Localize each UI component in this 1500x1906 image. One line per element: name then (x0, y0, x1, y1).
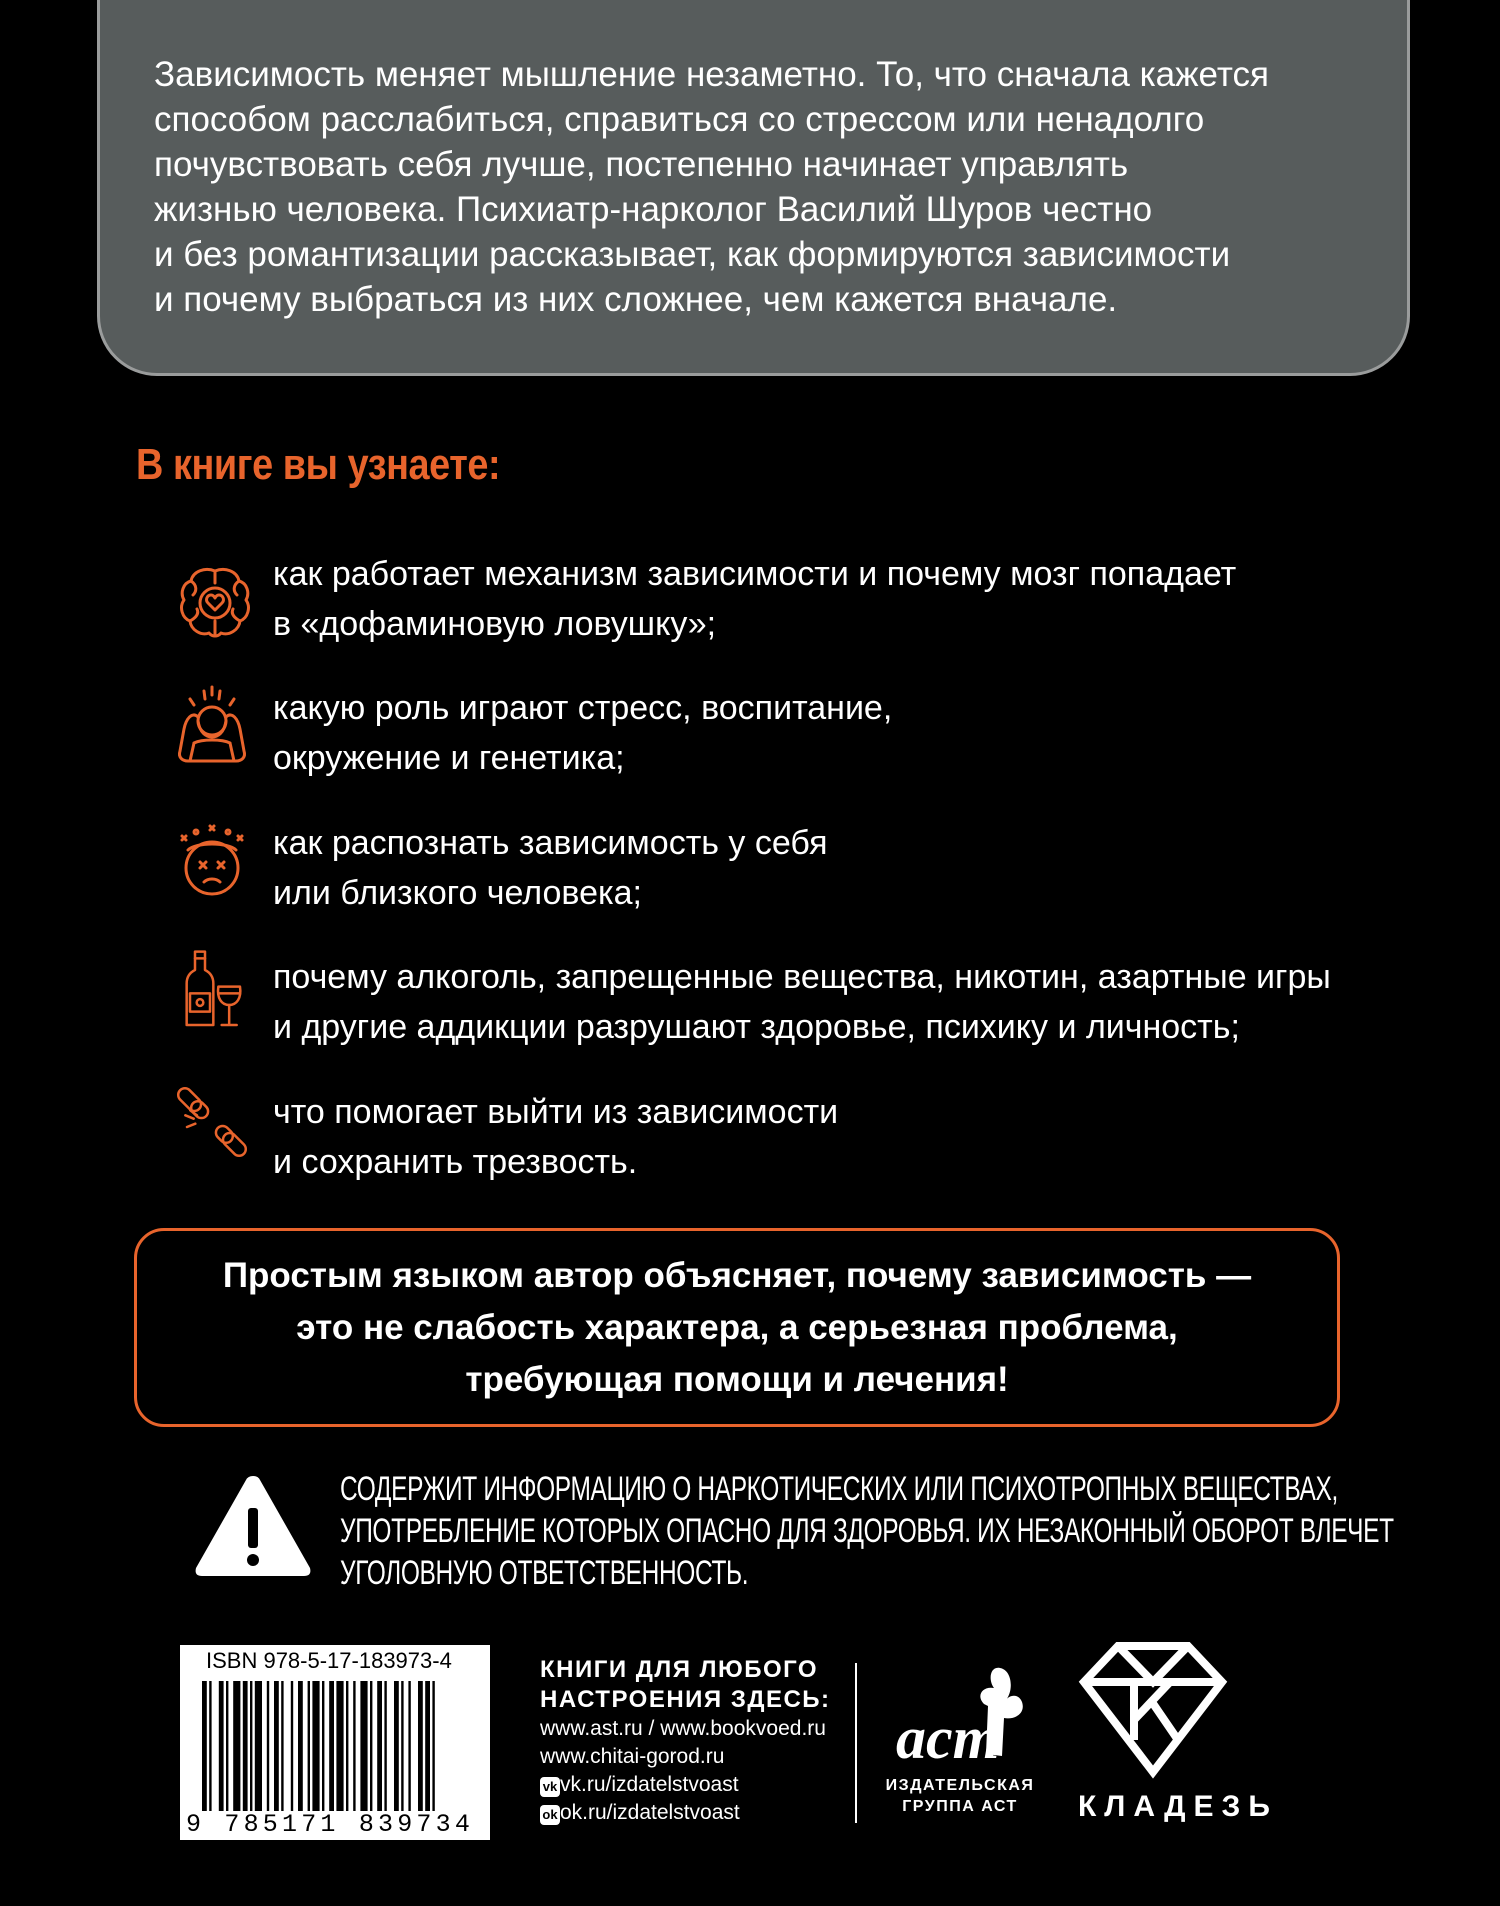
barcode-bar (377, 1681, 382, 1811)
dizzy-face-icon (172, 822, 252, 902)
barcode-bar (346, 1681, 348, 1811)
vk-icon: vk (540, 1777, 560, 1797)
brain-heart-icon (175, 563, 255, 643)
publisher-line: ГРУППА АСТ (902, 1798, 1018, 1815)
barcode-bar (425, 1681, 430, 1811)
barcode-bar (267, 1681, 269, 1811)
barcode-bar (250, 1681, 252, 1811)
ean-digits: 9 785171 839734 (186, 1810, 475, 1839)
callout-line: это не слабость характера, а серьезная проблема, (296, 1308, 1178, 1347)
list-item-line: какую роль играют стресс, воспитание, (273, 689, 893, 727)
warning-line: УГОЛОВНУЮ ОТВЕТСТВЕННОСТЬ. (340, 1554, 749, 1592)
list-item-line: что помогает выйти из зависимости (273, 1093, 839, 1131)
barcode-bar (360, 1681, 367, 1811)
barcode-bar (394, 1681, 399, 1811)
intro-line: способом расслабиться, справиться со стрессом или ненадолго (154, 100, 1205, 139)
intro-line: и почему выбраться из них сложнее, чем кажется вначале. (154, 280, 1118, 319)
list-item (273, 1087, 838, 1187)
warning-text (340, 1468, 1394, 1594)
list-item (273, 549, 1236, 649)
barcode-bar (401, 1681, 403, 1811)
barcode-bar (353, 1681, 355, 1811)
barcode-bar (274, 1681, 279, 1811)
vk-link[interactable] (540, 1771, 831, 1799)
list-item (273, 952, 1331, 1052)
barcode-bar (233, 1681, 240, 1811)
publisher-name (880, 1775, 1040, 1817)
warning-line: УПОТРЕБЛЕНИЕ КОТОРЫХ ОПАСНО ДЛЯ ЗДОРОВЬЯ. ИХ НЕЗАКОННЫЙ ОБОРОТ ВЛЕЧЕТ (340, 1512, 1394, 1550)
list-item-line: и другие аддикции разрушают здоровье, психику и личность; (273, 1008, 1240, 1046)
bottle-glass-icon (175, 950, 255, 1030)
ast-logo (890, 1660, 1040, 1770)
list-item-line: в «дофаминовую ловушку»; (273, 605, 717, 643)
warning-triangle-icon (190, 1470, 316, 1582)
barcode-bar (209, 1681, 211, 1811)
promo-sites[interactable]: www.ast.ru / www.bookvoed.ru (540, 1717, 826, 1740)
ok-link[interactable] (540, 1799, 831, 1827)
barcode-bar (308, 1681, 310, 1811)
promo-heading: НАСТРОЕНИЯ ЗДЕСЬ: (540, 1686, 831, 1713)
barcode-bar (370, 1681, 372, 1811)
barcode-bar (281, 1681, 283, 1811)
vk-link-text: vk.ru/izdatelstvoast (560, 1773, 739, 1796)
barcode-bar (226, 1681, 228, 1811)
intro-line: почувствовать себя лучше, постепенно начинает управлять (154, 145, 1129, 184)
list-item (273, 683, 892, 783)
callout-text (134, 1250, 1340, 1406)
list-item-line: почему алкоголь, запрещенные вещества, никотин, азартные игры (273, 958, 1331, 996)
stressed-person-icon (172, 685, 252, 765)
barcode-bar (432, 1681, 434, 1811)
barcode-bar (418, 1681, 423, 1811)
promo-sites[interactable]: www.chitai-gorod.ru (540, 1745, 725, 1768)
barcode-bar (384, 1681, 386, 1811)
list-item-line: или близкого человека; (273, 874, 643, 912)
barcode-bar (255, 1681, 262, 1811)
list-item (273, 818, 828, 918)
barcode-bar (219, 1681, 224, 1811)
ok-link-text: ok.ru/izdatelstvoast (560, 1801, 740, 1824)
callout-line: Простым языком автор объясняет, почему зависимость — (222, 1256, 1252, 1295)
list-item-line: окружение и генетика; (273, 739, 625, 777)
barcode-bar (312, 1681, 319, 1811)
publisher-line: ИЗДАТЕЛЬСКАЯ (885, 1777, 1035, 1794)
promo-block (540, 1655, 831, 1827)
ast-logo-text: аст (896, 1705, 1000, 1770)
intro-line: жизнью человека. Психиатр-нарколог Василий Шуров честно (154, 190, 1153, 229)
barcode-bar (322, 1681, 324, 1811)
intro-line: Зависимость меняет мышление незаметно. То, что сначала кажется (154, 55, 1269, 94)
barcode-bar (408, 1681, 410, 1811)
callout-line: требующая помощи и лечения! (465, 1360, 1009, 1399)
promo-heading: КНИГИ ДЛЯ ЛЮБОГО (540, 1656, 819, 1683)
list-item-line: и сохранить трезвость. (273, 1143, 638, 1181)
barcode-bar (329, 1681, 334, 1811)
kladez-logo-icon (1078, 1640, 1228, 1780)
broken-chain-icon (172, 1082, 252, 1162)
barcode-bar (202, 1681, 207, 1811)
divider (855, 1663, 857, 1823)
list-item-line: как распознать зависимость у себя (273, 824, 828, 862)
isbn-number: ISBN 978-5-17-183973-4 (206, 1648, 452, 1673)
barcode-bar (291, 1681, 293, 1811)
intro-line: и без романтизации рассказывает, как формируются зависимости (154, 235, 1231, 274)
barcode-bar (336, 1681, 343, 1811)
warning-line: СОДЕРЖИТ ИНФОРМАЦИЮ О НАРКОТИЧЕСКИХ ИЛИ ПСИХОТРОПНЫХ ВЕЩЕСТВАХ, (340, 1470, 1338, 1508)
intro-text (154, 52, 1354, 322)
ok-icon: ok (540, 1805, 560, 1825)
learn-heading: В книге вы узнаете: (136, 440, 501, 489)
list-item-line: как работает механизм зависимости и почему мозг попадает (273, 555, 1237, 593)
barcode-bar (243, 1681, 248, 1811)
barcode-bar (298, 1681, 303, 1811)
imprint-name: КЛАДЕЗЬ (1078, 1790, 1278, 1823)
